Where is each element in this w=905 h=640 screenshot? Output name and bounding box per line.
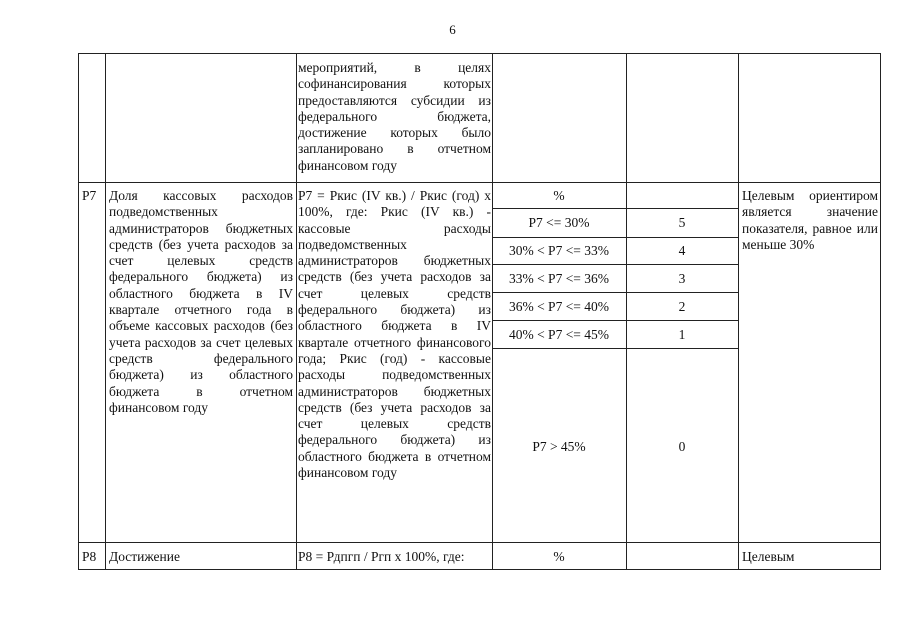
continued-formula-text: мероприятий, в целях софинансирования которых предоставляются субсидии из федерального бюджета, достижение которых было запланировано в отчетном финансовом году: [298, 60, 491, 173]
unit-p7: %: [553, 188, 565, 203]
note-p8: Целевым: [742, 549, 795, 564]
row-divider: [79, 542, 880, 543]
range-condition: P7 > 45%: [532, 439, 586, 454]
page-number: 6: [449, 22, 456, 37]
range-score: 1: [678, 327, 686, 342]
note-p7: Целевым ориентиром является значение показателя, равное или меньше 30%: [742, 188, 878, 252]
range-condition: 40% < P7 <= 45%: [508, 327, 610, 342]
range-score: 0: [678, 439, 686, 454]
column-divider: [105, 54, 106, 569]
range-condition: 30% < P7 <= 33%: [508, 243, 610, 258]
subrow-divider: [492, 348, 738, 349]
column-divider: [296, 54, 297, 569]
formula-p7: P7 = Ркис (IV кв.) / Ркис (год) х 100%, где: Ркис (IV кв.) - кассовые расходы подведомственных администраторов бюджетных средств (без учета расходов за счет целевых средств федерального бюджета) из областного бюджета в IV квартале отчетного финансового года; Ркис (год) - кассовые расходы подведомственных администраторов бюджетных средств (без учета расходов за счет целевых средств федерального бюджета) из областного бюджета в отчетном финансовом году: [298, 188, 491, 481]
unit-p8: %: [553, 549, 565, 564]
range-score: 2: [678, 299, 686, 314]
row-code-p7: P7: [82, 188, 97, 203]
row-code-p8: P8: [82, 549, 97, 564]
range-score: 4: [678, 243, 686, 258]
range-score: 3: [678, 271, 686, 286]
indicator-name-p8: Достижение: [109, 549, 180, 564]
indicator-name-p7: Доля кассовых расходов подведомственных администраторов бюджетных средств (без учета расходов за счет целевых средств федерального бюджета) из областного бюджета в IV квартале отчетного года в объеме кассовых расходов (без учета расходов за счет целевых средств федерального бюджета) из областного бюджета в отчетном финансовом году: [109, 188, 293, 415]
range-condition: 36% < P7 <= 40%: [508, 299, 610, 314]
range-condition: 33% < P7 <= 36%: [508, 271, 610, 286]
range-condition: P7 <= 30%: [528, 215, 590, 230]
column-divider: [738, 54, 739, 569]
row-divider: [79, 182, 880, 183]
indicator-table: [78, 53, 881, 570]
formula-p8: P8 = Рдпгп / Ргп х 100%, где:: [298, 549, 465, 564]
unit-and-ranges-p7: [492, 182, 626, 348]
scores-p7: [626, 182, 738, 348]
range-score: 5: [678, 215, 686, 230]
